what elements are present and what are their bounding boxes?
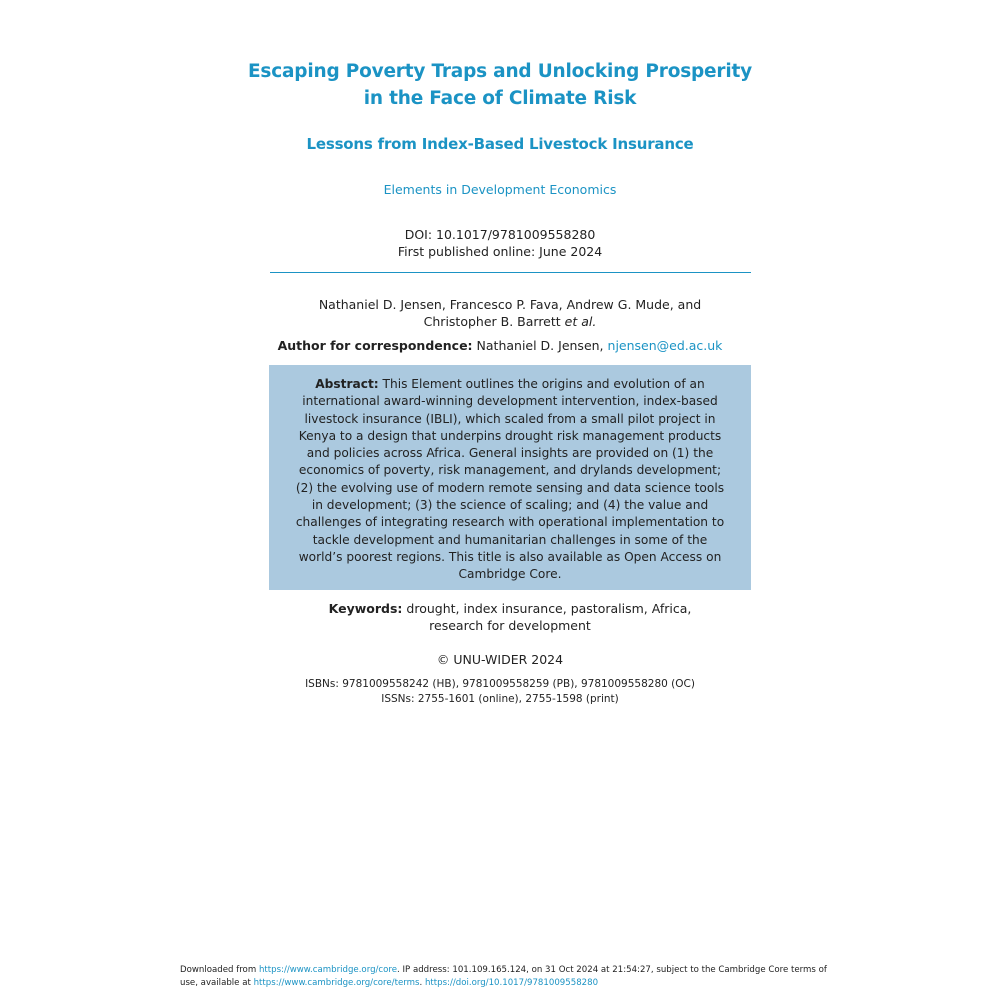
document-subtitle: Lessons from Index-Based Livestock Insurance [306, 135, 694, 153]
abstract-body: This Element outlines the origins and evolution of an international award-winning development intervention, index-based livestock insurance (IBLI), which scaled from a small pilot project in Kenya to a design that underpins drought risk management products and policies across Africa. General insights are provided on (1) the economics of poverty, risk management, and drylands development; (2) the evolving use of modern remote sensing and data science tools in development; (3) the science of scaling; and (4) the value and challenges of integrating research with operational implementation to tackle development and humanitarian challenges in some of the world’s poorest regions. This title is also available as Open Access on Cambridge Core. [295, 377, 725, 582]
authors-suffix: et al. [564, 314, 597, 329]
keywords-label: Keywords: [328, 601, 403, 616]
footer-downloaded-from: Downloaded from [180, 965, 257, 975]
correspondence [0, 337, 1000, 354]
copyright: © UNU-WIDER 2024 [436, 652, 564, 667]
correspondence-name: Nathaniel D. Jensen, [476, 338, 604, 353]
footer-separator: . [419, 977, 423, 988]
abstract-label: Abstract: [315, 377, 379, 391]
author-list: Nathaniel D. Jensen, Francesco P. Fava, Andrew G. Mude, and Christopher B. Barrett [318, 297, 702, 329]
correspondence-label: Author for correspondence: [277, 338, 473, 353]
isbns: ISBNs: 9781009558242 (HB), 9781009558259 (PB), 9781009558280 (OC) [305, 678, 695, 690]
divider-rule [270, 272, 751, 273]
issns: ISSNs: 2755-1601 (online), 2755-1598 (print) [381, 693, 619, 705]
core-link[interactable]: https://www.cambridge.org/core [258, 965, 398, 975]
published-date: First published online: June 2024 [397, 244, 603, 259]
terms-link[interactable]: https://www.cambridge.org/core/terms [253, 977, 420, 988]
doi-block [0, 226, 1000, 260]
identifiers [0, 677, 1000, 707]
correspondence-email-link[interactable]: njensen@ed.ac.uk [607, 338, 723, 353]
keywords-list: drought, index insurance, pastoralism, Africa, research for development [406, 601, 692, 633]
abstract [290, 376, 730, 584]
doi-link[interactable]: https://doi.org/10.1017/9781009558280 [424, 977, 599, 988]
footer-ip-text: . IP address: 101.109.165.124, on 31 Oct 2024 at 21:54:27, subject to the Cambridge Core terms of use, available at [180, 965, 827, 988]
title-line-1: Escaping Poverty Traps and Unlocking Prosperity [248, 61, 752, 82]
doi: DOI: 10.1017/9781009558280 [404, 227, 596, 242]
title-line-2: in the Face of Climate Risk [363, 88, 637, 109]
document-title [0, 58, 1000, 112]
download-footer [180, 964, 830, 989]
keywords [300, 600, 720, 634]
authors [290, 296, 730, 330]
series-name: Elements in Development Economics [383, 182, 617, 197]
